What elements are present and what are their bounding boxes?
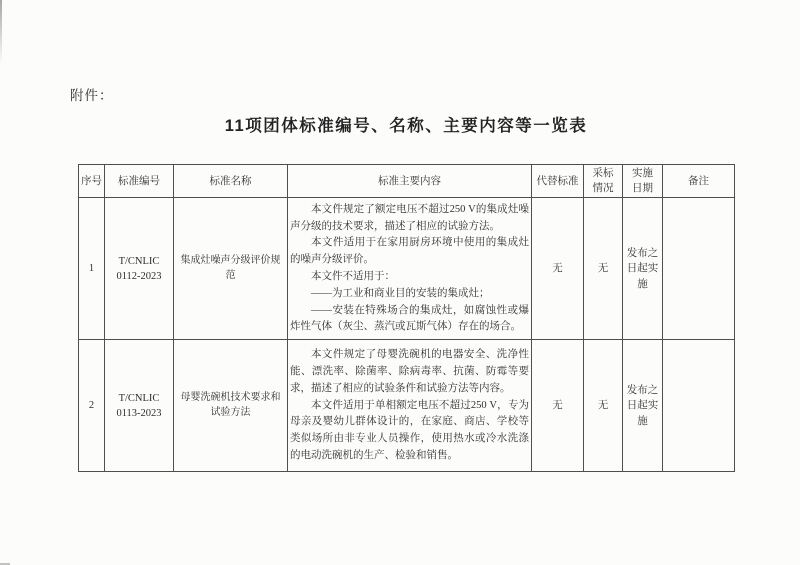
standard-code-line1: T/CNLIC bbox=[118, 255, 160, 267]
header-code: 标准编号 bbox=[105, 165, 174, 198]
table-row bbox=[79, 198, 735, 340]
standard-code-line1: T/CNLIC bbox=[118, 392, 160, 404]
standard-code-line2: 0112-2023 bbox=[116, 270, 162, 282]
header-implementation bbox=[623, 165, 663, 198]
standard-name-cell: 集成灶噪声分级评价规范 bbox=[174, 198, 288, 340]
page-title: 11项团体标准编号、名称、主要内容等一览表 bbox=[224, 117, 588, 135]
standard-code-cell bbox=[105, 340, 174, 472]
replaced-standard-cell: 无 bbox=[532, 340, 584, 472]
remark-cell bbox=[663, 198, 735, 340]
standard-content-cell bbox=[288, 340, 532, 472]
content-paragraph: 本文件不适用于： bbox=[311, 270, 395, 282]
header-adoption-text: 采标情况 bbox=[592, 168, 614, 195]
content-paragraph: 本文件规定了母婴洗碗机的电器安全、洗净性能、漂洗率、除菌率、除病毒率、抗菌、防霉等要求，描述了相应的试验条件和试验方法等内容。 bbox=[290, 349, 529, 394]
header-replaced: 代替标准 bbox=[532, 165, 584, 198]
table-row bbox=[79, 340, 735, 472]
content-paragraph: 本文件适用于在家用厨房环境中使用的集成灶的噪声分级评价。 bbox=[290, 237, 529, 266]
header-adoption bbox=[584, 165, 623, 198]
standard-code-cell bbox=[105, 198, 174, 340]
implementation-date-cell: 发布之日起实施 bbox=[623, 340, 663, 472]
adoption-status-cell: 无 bbox=[584, 340, 623, 472]
header-seq: 序号 bbox=[79, 165, 105, 198]
seq-cell: 2 bbox=[79, 340, 105, 472]
content-paragraph: ——为工业和商业目的安装的集成灶； bbox=[311, 287, 490, 299]
standard-name-cell: 母婴洗碗机技术要求和试验方法 bbox=[174, 340, 288, 472]
replaced-standard-cell: 无 bbox=[532, 198, 584, 340]
header-implementation-text: 实施日期 bbox=[632, 168, 653, 195]
scan-edge-artifact bbox=[0, 0, 2, 64]
attachment-label: 附件： bbox=[70, 88, 114, 103]
header-remark: 备注 bbox=[663, 165, 735, 198]
seq-cell: 1 bbox=[79, 198, 105, 340]
table-header-row bbox=[79, 165, 735, 198]
remark-cell bbox=[663, 340, 735, 472]
implementation-date-cell: 发布之日起实施 bbox=[623, 198, 663, 340]
content-paragraph: 本文件适用于单相额定电压不超过250 V，专为母亲及婴幼儿群体设计的，在家庭、商店、学校等类似场所由非专业人员操作，使用热水或冷水洗涤的电动洗碗机的生产、检验和销售。 bbox=[290, 399, 529, 461]
header-content: 标准主要内容 bbox=[288, 165, 532, 198]
content-paragraph: 本文件规定了额定电压不超过250 V的集成灶噪声分级的技术要求，描述了相应的试验方法。 bbox=[290, 203, 529, 232]
standard-content-cell bbox=[288, 198, 532, 340]
standards-table bbox=[78, 164, 735, 472]
adoption-status-cell: 无 bbox=[584, 198, 623, 340]
header-name: 标准名称 bbox=[174, 165, 288, 198]
content-paragraph: ——安装在特殊场合的集成灶，如腐蚀性或爆炸性气体（灰尘、蒸汽或瓦斯气体）存在的场合。 bbox=[290, 304, 529, 333]
standard-code-line2: 0113-2023 bbox=[116, 407, 162, 419]
